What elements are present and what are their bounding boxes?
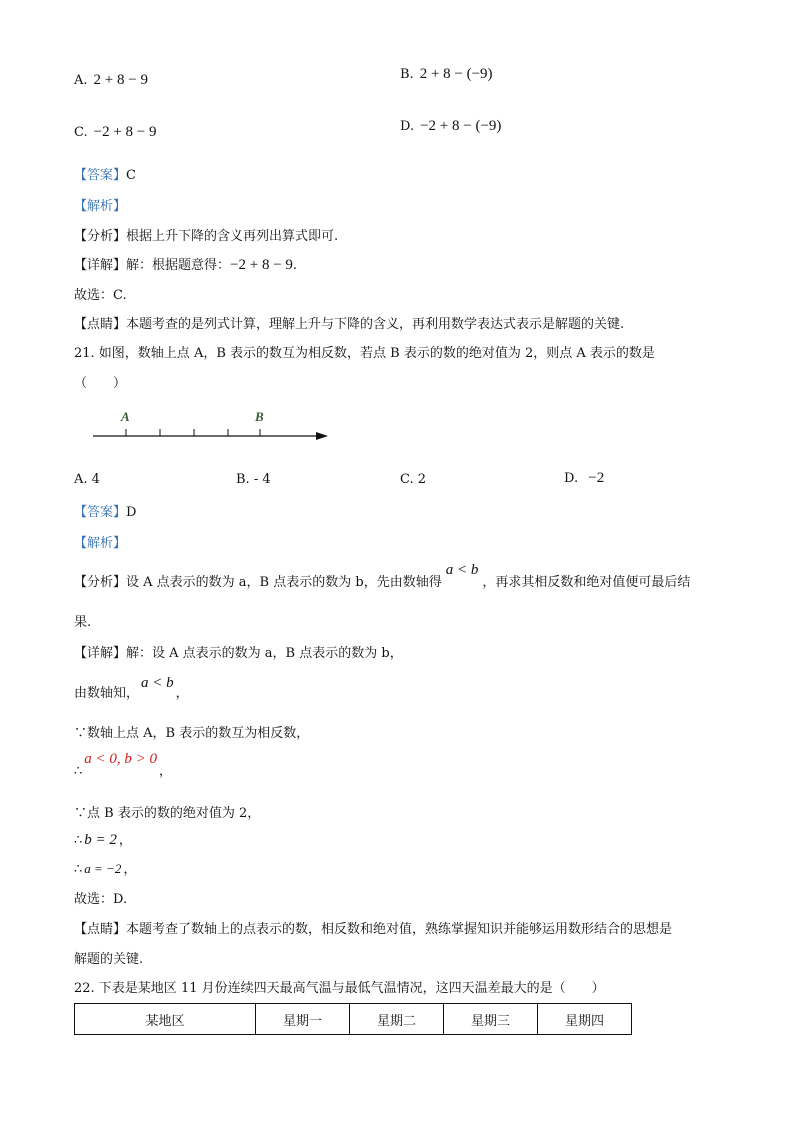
q21-because2: ∵点 B 表示的数的绝对值为 2， (74, 806, 261, 821)
xiangjie-line2-expression: a < b (141, 675, 174, 691)
table-header-cell: 星期二 (350, 1004, 444, 1035)
xiangjie-line2-end: ， (175, 686, 189, 701)
red-expression: a < 0, b > 0 (84, 751, 158, 767)
q20-option-a (74, 72, 148, 89)
option-expression: 2 + 8 − (−9) (419, 66, 493, 82)
therefore-symbol: ∴ (74, 764, 83, 779)
option-expression: −2 + 8 − 9 (93, 124, 157, 140)
q21-fenxi (74, 562, 691, 591)
q20-option-c (74, 124, 157, 141)
option-letter: B. (400, 67, 414, 82)
q20-dianjing (74, 313, 624, 332)
option-value: −2 (588, 470, 605, 486)
q21-because1: ∵数轴上点 A，B 表示的数互为相反数， (74, 726, 310, 741)
option-value: - 4 (253, 472, 271, 487)
analysis-tag: 【解析】 (74, 536, 127, 551)
xiangjie-tag: 【详解】 (74, 258, 127, 273)
q21-therefore2 (74, 829, 132, 849)
option-letter: D. (564, 471, 579, 486)
q20-xiangjie (74, 254, 297, 274)
q20-guxuan: 故选：C. (74, 288, 127, 303)
q22-stem: 22. 下表是某地区 11 月份连续四天最高气温与最低气温情况，这四天温差最大的是（ ） (74, 981, 605, 996)
q20-option-d (400, 118, 501, 135)
answer-value: C (126, 168, 136, 183)
number-line-figure (88, 403, 338, 448)
fenxi-tag: 【分析】 (74, 229, 127, 244)
fenxi-text: 设 A 点表示的数为 a，B 点表示的数为 b，先由数轴得 (126, 575, 442, 590)
fenxi-text-2: ，再求其相反数和绝对值便可最后结 (482, 575, 691, 590)
q21-therefore1 (74, 751, 173, 780)
option-letter: C. (74, 125, 88, 140)
dianjing-tag: 【点睛】 (74, 922, 127, 937)
table-header-cell: 星期四 (538, 1004, 632, 1035)
q21-therefore3 (74, 858, 136, 877)
option-expression: −2 + 8 − (−9) (420, 118, 502, 134)
q21-analysis-tag (74, 532, 126, 551)
option-letter: A. (74, 73, 88, 88)
fenxi-text: 根据上升下降的含义再列出算式即可. (126, 229, 339, 244)
q21-option-b (236, 472, 271, 487)
therefore-symbol: ∴ (74, 833, 83, 848)
q20-fenxi (74, 225, 338, 244)
xiangjie-line2-text: 由数轴知， (74, 686, 140, 701)
fenxi-tag: 【分析】 (74, 575, 127, 590)
q21-option-a (74, 472, 100, 487)
dianjing-tag: 【点睛】 (74, 317, 127, 332)
option-value: 2 (417, 472, 427, 487)
number-line-arrow (316, 432, 328, 440)
q21-stem-line1: 21. 如图，数轴上点 A，B 表示的数互为相反数，若点 B 表示的数的绝对值为 2，则点 A 表示的数是 (74, 346, 655, 361)
fenxi-expression: a < b (445, 562, 479, 578)
q21-xiangjie-line2 (74, 675, 189, 702)
option-letter: D. (400, 119, 415, 134)
q21-dianjing-line2: 解题的关键. (74, 952, 144, 967)
option-letter: B. (236, 472, 250, 487)
therefore2-expression: b = 2 (84, 832, 117, 848)
table-header-cell: 星期三 (444, 1004, 538, 1035)
therefore3-end: ， (123, 862, 137, 877)
q21-stem-line2: （ ） (74, 376, 127, 391)
temperature-table (74, 1003, 632, 1035)
q20-analysis-tag (74, 195, 126, 214)
xiangjie-text: 解：根据题意得： (126, 258, 231, 273)
answer-tag: 【答案】 (74, 168, 127, 183)
table-header-row (75, 1004, 632, 1035)
xiangjie-expression: −2 + 8 − 9 (230, 257, 293, 273)
dianjing-text: 本题考查的是列式计算，理解上升与下降的含义，再利用数学表达式表示是解题的关键. (126, 317, 625, 332)
q21-option-d (564, 470, 604, 487)
therefore1-end: ， (159, 764, 173, 779)
label-a: A (121, 409, 130, 424)
option-letter: A. (74, 472, 88, 487)
q21-xiangjie (74, 642, 403, 661)
q21-dianjing (74, 918, 672, 937)
therefore2-end: ， (118, 833, 132, 848)
table-header-cell: 星期一 (256, 1004, 350, 1035)
dianjing-text: 本题考查了数轴上的点表示的数，相反数和绝对值，熟练掌握知识并能够运用数形结合的思想是 (126, 922, 673, 937)
q21-fenxi-cont: 果. (74, 615, 92, 630)
q21-option-c (400, 472, 426, 487)
q21-guxuan: 故选：D. (74, 892, 128, 907)
analysis-tag: 【解析】 (74, 199, 127, 214)
option-letter: C. (400, 472, 414, 487)
option-expression: 2 + 8 − 9 (93, 72, 148, 88)
xiangjie-end: . (292, 258, 298, 273)
q21-answer (74, 501, 136, 520)
q20-answer (74, 164, 136, 183)
answer-value: D (126, 505, 137, 520)
label-b: B (255, 409, 264, 424)
q20-option-b (400, 66, 493, 83)
therefore-symbol: ∴ (74, 862, 83, 877)
answer-tag: 【答案】 (74, 505, 127, 520)
option-value: 4 (91, 472, 100, 487)
table-header-cell: 某地区 (75, 1004, 256, 1035)
xiangjie-tag: 【详解】 (74, 646, 127, 661)
therefore3-expression: a = −2 (84, 861, 122, 876)
xiangjie-text: 解：设 A 点表示的数为 a，B 点表示的数为 b， (126, 646, 403, 661)
